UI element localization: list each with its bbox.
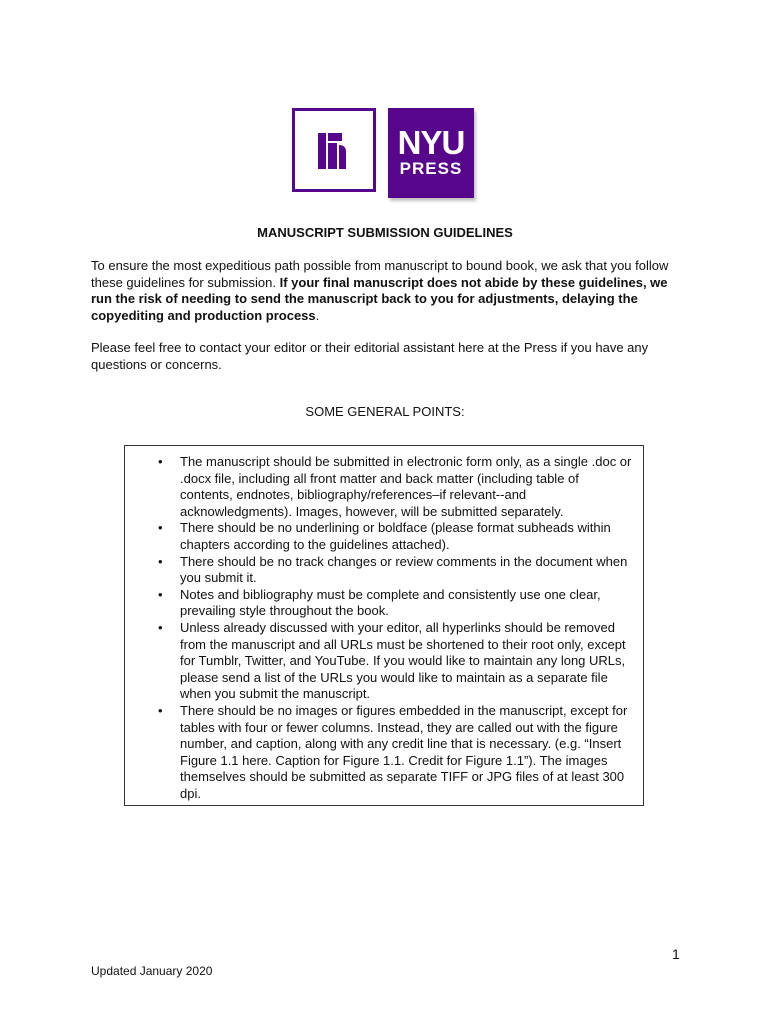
contact-paragraph: Please feel free to contact your editor or their editorial assistant here at the Press if you have any questions or concerns. [91, 340, 649, 372]
updated-date-footer: Updated January 2020 [91, 964, 213, 978]
list-item [125, 520, 633, 553]
intro-bold-warning: If your final manuscript does not abide by these guidelines, we run the risk of needing to send the manuscript back to you for adjustments, delaying the copyediting and production process [91, 274, 668, 323]
list-item [125, 554, 633, 587]
list-item [125, 587, 633, 620]
nyu-press-logo [292, 108, 476, 200]
bullet-icon: • [158, 586, 163, 602]
list-item-text: Notes and bibliography must be complete and consistently use one clear, prevailing style throughout the book. [180, 586, 601, 619]
torch-emblem-icon [292, 108, 376, 192]
logo-nyu-text: NYU [397, 124, 465, 161]
list-item-text: There should be no underlining or boldface (please format subheads within chapters according to the guidelines attached). [180, 520, 611, 552]
general-points-box [124, 445, 644, 806]
general-points-list [125, 446, 643, 802]
bullet-icon: • [158, 702, 163, 718]
list-item [125, 454, 633, 520]
bullet-icon: • [158, 454, 163, 469]
bullet-icon: • [158, 619, 163, 635]
intro-paragraph [91, 258, 681, 324]
bullet-icon: • [158, 520, 163, 536]
page-number: 1 [672, 946, 680, 962]
list-item-text: Unless already discussed with your editor, all hyperlinks should be removed from the manuscript and all URLs must be shortened to their root only, except for Tumblr, Twitter, and YouTube. If you would like to maintain any long URLs, please send a list of the URLs you would like to maintain as a separate file when you submit the manuscript. [180, 619, 626, 702]
document-title: MANUSCRIPT SUBMISSION GUIDELINES [257, 225, 513, 240]
logo-press-text: PRESS [399, 159, 463, 178]
bullet-icon: • [158, 553, 163, 569]
list-item [125, 703, 633, 803]
general-points-heading: SOME GENERAL POINTS: [305, 404, 465, 419]
list-item-text: There should be no images or figures embedded in the manuscript, except for tables with four or fewer columns. Instead, they are called out with the figure number, and caption, along with any credit line that is necessary. (e.g. “Insert Figure 1.1 here. Caption for Figure 1.1. Credit for Figure 1.1”). The images themselves should be submitted as separate TIFF or JPG files of at least 300 dpi. [180, 702, 628, 801]
list-item [125, 620, 633, 703]
list-item-text: There should be no track changes or review comments in the document when you submit it. [180, 553, 628, 586]
list-item-text: The manuscript should be submitted in electronic form only, as a single .doc or .docx file, including all front matter and back matter (including table of contents, endnotes, bibliography/references–if relevant--and acknowledgments). Images, however, will be submitted separately. [180, 454, 632, 519]
intro-text: To ensure the most expeditious path possible from manuscript to bound book, we ask that you follow these guidelines for submission. [91, 258, 669, 290]
nyu-press-wordmark [388, 108, 474, 198]
intro-end: . [315, 307, 320, 323]
